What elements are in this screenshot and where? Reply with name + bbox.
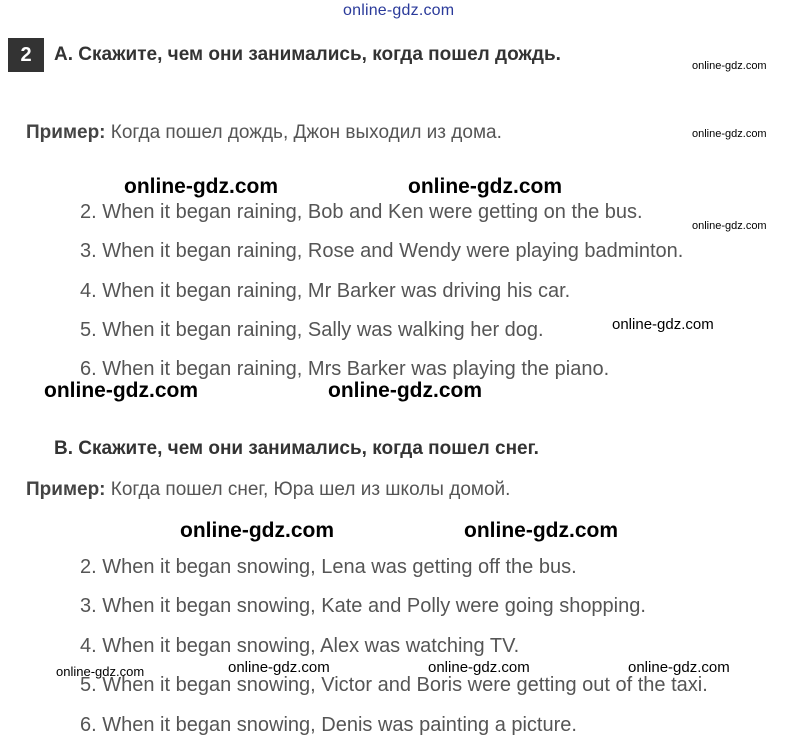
watermark: online-gdz.com [44, 379, 198, 402]
section-a-example [26, 122, 502, 144]
watermark: online-gdz.com [612, 316, 714, 333]
watermark: online-gdz.com [692, 220, 767, 232]
list-item: 6. When it began snowing, Denis was painting a picture. [80, 714, 577, 736]
list-item: 5. When it began snowing, Victor and Boris were getting out of the taxi. [80, 674, 708, 696]
watermark: online-gdz.com [408, 175, 562, 198]
list-item: 3. When it began snowing, Kate and Polly were going shopping. [80, 595, 646, 617]
list-item: 3. When it began raining, Rose and Wendy were playing badminton. [80, 240, 684, 262]
list-item: 2. When it began snowing, Lena was getting off the bus. [80, 556, 577, 578]
top-watermark: online-gdz.com [343, 2, 455, 19]
example-label: Пример: [26, 122, 106, 143]
watermark: online-gdz.com [56, 664, 145, 679]
section-b-example [26, 479, 510, 501]
watermark: online-gdz.com [124, 175, 278, 198]
example-text: Когда пошел снег, Юра шел из школы домой. [110, 479, 511, 500]
watermark: online-gdz.com [628, 659, 730, 676]
list-item: 2. When it began raining, Bob and Ken were getting on the bus. [80, 201, 643, 223]
watermark: online-gdz.com [692, 60, 767, 72]
list-item: 4. When it began snowing, Alex was watching TV. [80, 635, 520, 657]
list-item: 5. When it began raining, Sally was walking her dog. [80, 319, 544, 341]
example-label: Пример: [26, 479, 106, 500]
exercise-number-badge: 2 [8, 38, 44, 72]
watermark: online-gdz.com [428, 659, 530, 676]
watermark: online-gdz.com [692, 128, 767, 140]
section-a-heading: A. Скажите, чем они занимались, когда пошел дождь. [54, 44, 561, 65]
list-item: 6. When it began raining, Mrs Barker was playing the piano. [80, 358, 610, 380]
watermark: online-gdz.com [180, 519, 334, 542]
watermark: online-gdz.com [328, 379, 482, 402]
list-item: 4. When it began raining, Mr Barker was driving his car. [80, 280, 571, 302]
watermark: online-gdz.com [464, 519, 618, 542]
section-b-heading: B. Скажите, чем они занимались, когда пошел снег. [54, 438, 539, 459]
watermark: online-gdz.com [228, 659, 330, 676]
example-text: Когда пошел дождь, Джон выходил из дома. [110, 122, 502, 143]
